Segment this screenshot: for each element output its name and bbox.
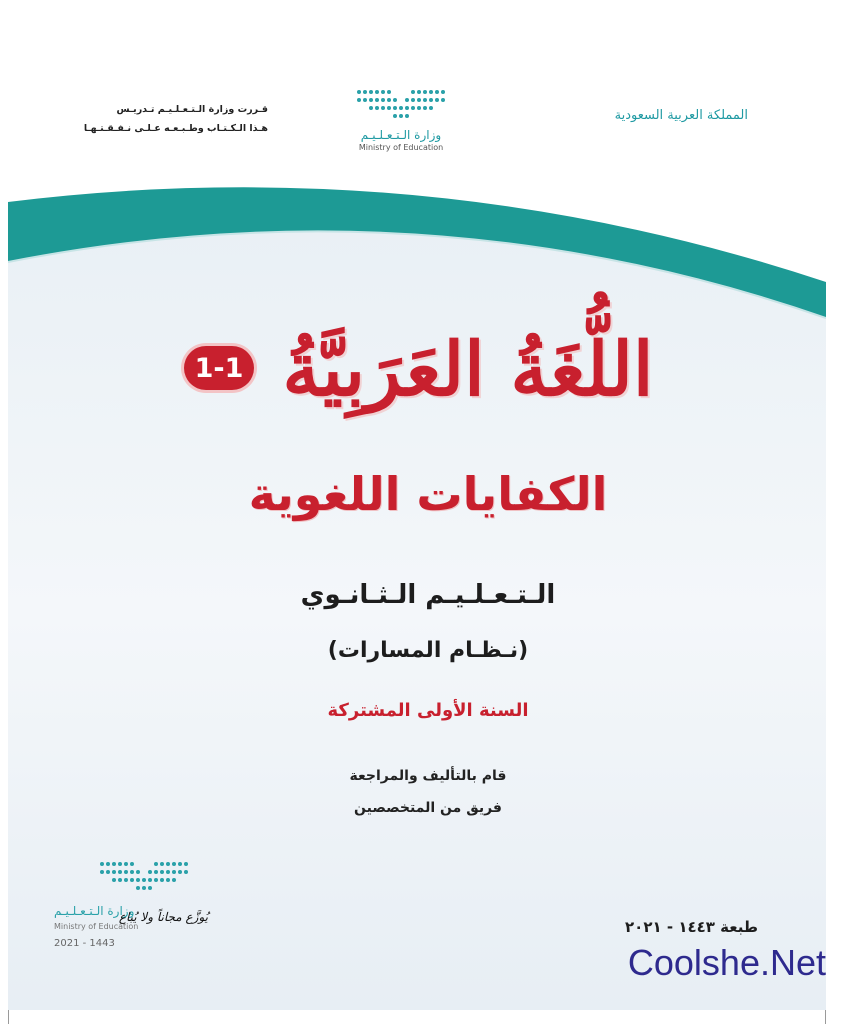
ministry-logo [346, 86, 456, 172]
authorship-line: قام بالتأليف والمراجعة [349, 768, 507, 784]
ministry-dots-icon [94, 858, 194, 894]
ministry-name-en: Ministry of Education [358, 143, 444, 152]
school-year: السنة الأولى المشتركة [327, 700, 529, 721]
book-subtitle: الكفايات اللغوية [248, 467, 608, 521]
volume-badge: 1-1 [184, 346, 254, 390]
approval-line-2: هـذا الـكـتـاب وطـبـعـه عـلـى نـفـقـتـهـا [83, 123, 268, 134]
ministry-name-en-footer: Ministry of Education [54, 922, 139, 931]
ministry-name-ar-footer: وزارة الـتـعـلـيـم [54, 904, 135, 918]
ministry-name-ar: وزارة الـتـعـلـيـم [360, 128, 442, 142]
edition-years: 2021 - 1443 [54, 938, 115, 949]
site-watermark: Coolshe.Net [627, 942, 826, 983]
book-cover [8, 0, 826, 1010]
free-distribution-note: يُوزَّع مجاناً ولا يُباع [118, 910, 208, 924]
authors-team: فريق من المتخصصين [354, 800, 502, 816]
ministry-logo-footer [44, 858, 154, 958]
education-stage: الـتـعـلـيـم الـثـانـوي [300, 580, 556, 610]
education-system: (نـظـام المسارات) [327, 638, 529, 663]
ministry-dots-icon [351, 86, 451, 122]
approval-statement [68, 100, 268, 138]
book-title: اللُّغَةُ العَرَبِيَّةُ [282, 327, 654, 413]
kingdom-label: المملكة العربية السعودية [614, 108, 748, 123]
edition-label: طبعة ١٤٤٣ - ٢٠٢١ [625, 918, 758, 936]
approval-line-1: قـررت وزارة الـتـعـلـيـم تـدريـس [116, 104, 268, 115]
